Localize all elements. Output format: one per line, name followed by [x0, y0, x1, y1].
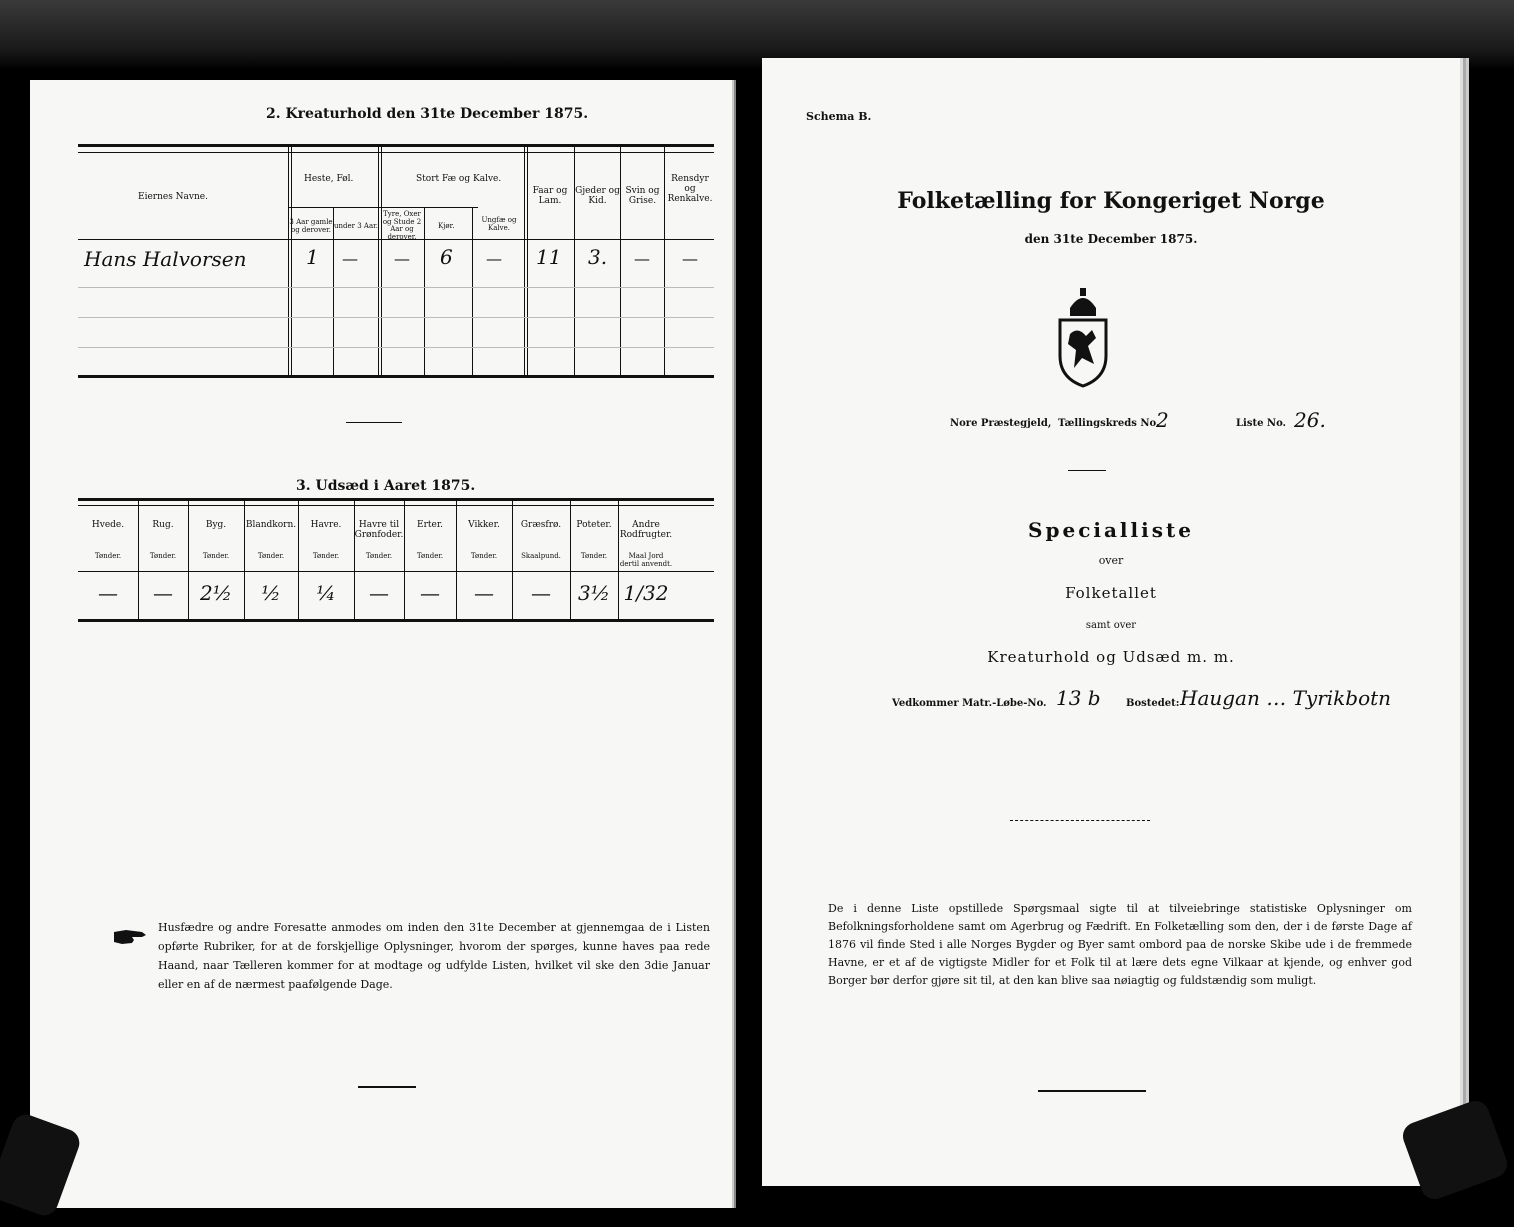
seed-header-unit: Tønder.	[257, 552, 285, 560]
census-date: den 31te December 1875.	[1024, 232, 1198, 246]
seed-value: —	[474, 581, 494, 605]
seed-value: ¼	[316, 581, 336, 605]
seed-table	[78, 498, 714, 622]
seed-header-unit: Tønder.	[580, 552, 608, 560]
heste-sub2: under 3 Aar.	[334, 222, 378, 230]
seed-header-unit: Tønder.	[312, 552, 340, 560]
seed-header-unit: Tønder.	[470, 552, 498, 560]
seed-header-unit: Skaalpund.	[521, 552, 561, 560]
seed-value: 3½	[577, 581, 611, 605]
seed-value: —	[420, 581, 440, 605]
bosted-label: Bostedet:	[1126, 698, 1180, 709]
seed-header-name: Byg.	[205, 520, 227, 530]
seed-value: —	[369, 581, 389, 605]
matr-value: 13 b	[1056, 686, 1101, 710]
tyre-value: —	[394, 249, 410, 268]
main-title: Folketælling for Kongeriget Norge	[897, 188, 1325, 214]
svin-value: —	[634, 249, 650, 268]
seed-header-name: Vikker.	[468, 520, 500, 530]
gjeder-value: 3.	[588, 245, 608, 269]
bottom-rule	[358, 1086, 416, 1088]
seed-header-name: Andre Rodfrugter.	[619, 520, 673, 540]
liste-value: 26.	[1294, 408, 1326, 432]
stort-sub2: Kjør.	[438, 222, 455, 230]
footer-text: De i denne Liste opstillede Spørgsmaal sigte til at tilveiebringe statistiske Oplysninger om Befolkningsforholdene samt om Agerbrug og Fædrift. En Folketælling som den, der i de første Dage af 1876 vil finde Sted i alle Norges Bygder og Byer samt ombord paa de norske Skibe ude i de fremmede Havne, er et af de vigtigste Midler for et Folk til at lære dets egne Vilkaar at kjende, og enhver god Borger bør derfor gjøre sit til, at den kan blive saa nøiagtig og fuldstændig som muligt.	[828, 902, 1412, 987]
faar-header: Faar og Lam.	[532, 186, 568, 206]
folketallet-title: Folketallet	[1065, 584, 1157, 602]
middle-rule	[1010, 820, 1150, 821]
owner-name: Hans Halvorsen	[84, 247, 247, 271]
seed-header-name: Havre til Grønfoder.	[354, 520, 404, 540]
seed-header-name: Havre.	[310, 520, 342, 530]
rensdyr-header: Rensdyr og Renkalve.	[667, 174, 713, 204]
seed-value: 2½	[199, 581, 233, 605]
heste-3aar-value: 1	[306, 245, 319, 269]
seed-header-name: Poteter.	[576, 520, 612, 530]
seed-value: ½	[261, 581, 281, 605]
seed-header-name: Hvede.	[91, 520, 125, 530]
short-rule	[1068, 470, 1106, 471]
seed-header-unit: Tønder.	[365, 552, 393, 560]
section2-title: 2. Kreaturhold den 31te December 1875.	[266, 106, 589, 122]
prestegjeld-label: Nore Præstegjeld,	[950, 418, 1052, 429]
right-page	[762, 58, 1460, 1186]
faar-value: 11	[536, 245, 562, 269]
coat-of-arms-icon	[1052, 286, 1114, 388]
over-text: over	[1098, 554, 1124, 567]
matr-label: Vedkommer Matr.-Løbe-No.	[892, 698, 1047, 709]
svin-header: Svin og Grise.	[625, 186, 660, 206]
pointing-hand-icon	[112, 926, 148, 948]
seed-header-unit: Maal Jord dertil anvendt.	[619, 552, 673, 568]
seed-header-unit: Tønder.	[416, 552, 444, 560]
liste-label: Liste No.	[1236, 418, 1287, 429]
stort-sub1: Tyre, Oxer og Stude 2 Aar og derover.	[382, 210, 422, 242]
seed-value: 1/32	[623, 581, 669, 605]
seed-header-name: Erter.	[417, 520, 443, 530]
stort-header: Stort Fæ og Kalve.	[416, 174, 502, 184]
seed-header-unit: Tønder.	[149, 552, 177, 560]
seed-header-unit: Tønder.	[94, 552, 122, 560]
owner-header: Eiernes Navne.	[138, 192, 208, 202]
separator-rule	[346, 422, 402, 423]
section3-title: 3. Udsæd i Aaret 1875.	[296, 478, 476, 494]
seed-header-name: Blandkorn.	[245, 520, 297, 530]
livestock-table	[78, 144, 714, 378]
stort-sub3: Ungfæ og Kalve.	[481, 216, 517, 232]
left-page	[30, 80, 732, 1208]
kreds-value: 2	[1156, 408, 1169, 432]
seed-header-name: Græsfrø.	[520, 520, 562, 530]
heste-header: Heste, Føl.	[304, 174, 354, 184]
footer-rule	[1038, 1090, 1146, 1092]
kreaturhold-title: Kreaturhold og Udsæd m. m.	[987, 648, 1235, 666]
kjor-value: 6	[440, 245, 453, 269]
seed-value: —	[98, 581, 118, 605]
specialliste-title: Specialliste	[1028, 518, 1194, 542]
seed-value: —	[153, 581, 173, 605]
seed-header-name: Rug.	[152, 520, 174, 530]
kreds-label: Tællingskreds No.	[1058, 418, 1160, 429]
samt-over-text: samt over	[1085, 620, 1137, 631]
gjeder-header: Gjeder og Kid.	[575, 186, 620, 206]
schema-label: Schema B.	[806, 110, 872, 123]
seed-value: —	[531, 581, 551, 605]
heste-under3-value: —	[342, 249, 358, 268]
seed-header-unit: Tønder.	[202, 552, 230, 560]
bosted-value: Haugan … Tyrikbotn	[1180, 686, 1392, 710]
heste-sub1: 3 Aar gamle og derover.	[289, 218, 333, 234]
ungfae-value: —	[486, 249, 502, 268]
rensdyr-value: —	[682, 249, 698, 268]
household-notice: Husfædre og andre Foresatte anmodes om inden den 31te December at gjennemgaa de i Listen opførte Rubriker, for at de forskjellige Oplysninger, hvorom der spørges, kunne haves paa rede Haand, naar Tælleren kommer for at modtage og udfylde Listen, hvilket vil ske den 3die Januar eller en af de nærmest paafølgende Dage.	[158, 921, 710, 991]
